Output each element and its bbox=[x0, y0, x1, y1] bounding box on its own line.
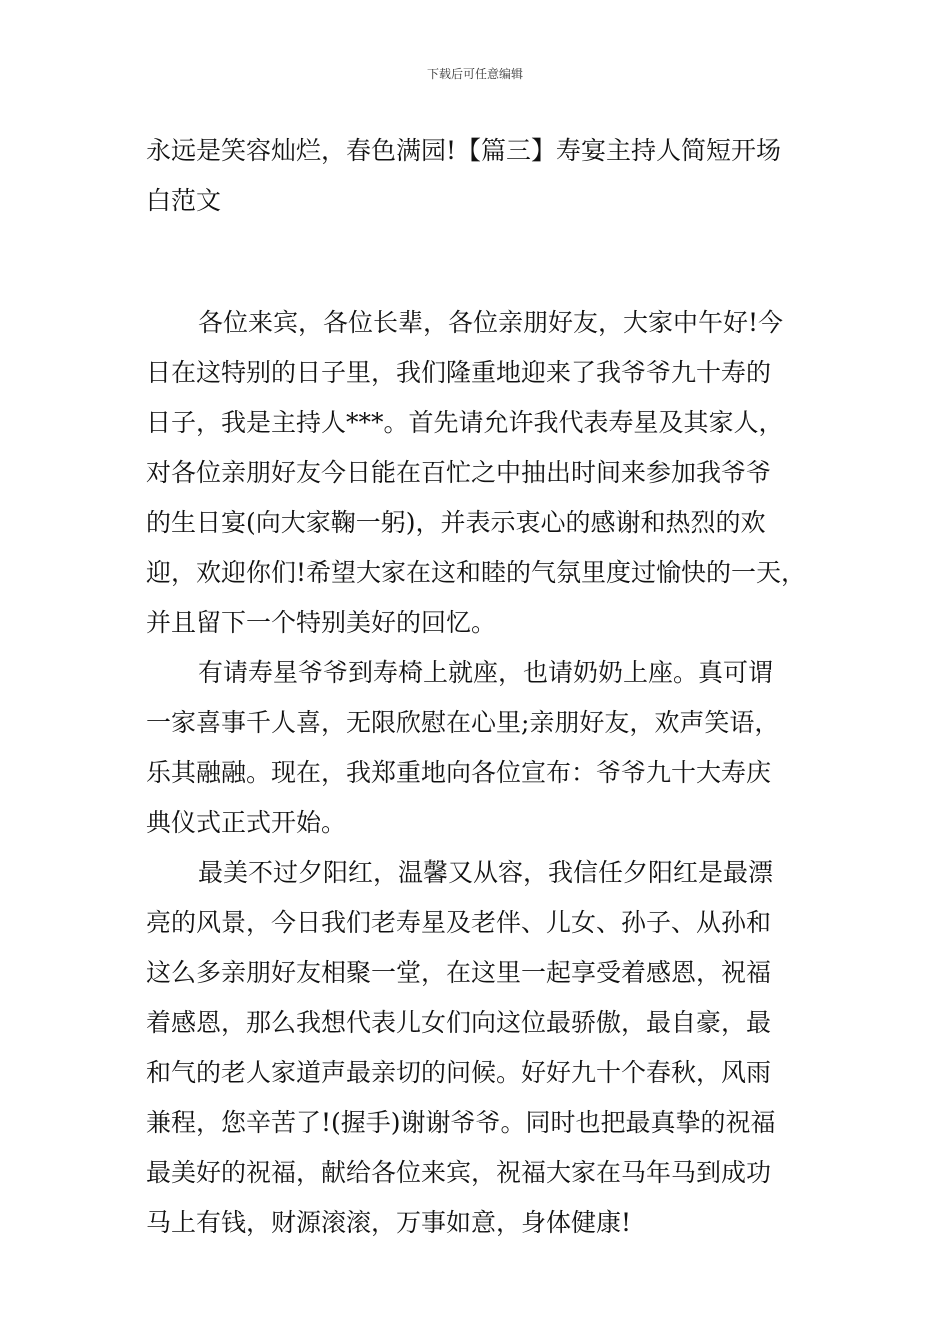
paragraph-2 bbox=[146, 648, 808, 848]
paragraph-line: 和气的老人家道声最亲切的问候。好好九十个春秋，风雨 bbox=[146, 1058, 772, 1087]
paragraph-line: 一家喜事千人喜，无限欣慰在心里;亲朋好友，欢声笑语， bbox=[146, 708, 780, 737]
paragraph-line: 日在这特别的日子里，我们隆重地迎来了我爷爷九十寿的 bbox=[146, 358, 772, 387]
paragraph-line: 兼程，您辛苦了!(握手)谢谢爷爷。同时也把最真挚的祝福 bbox=[146, 1108, 776, 1137]
paragraph-line: 典仪式正式开始。 bbox=[146, 808, 347, 837]
paragraph-line: 马上有钱，财源滚滚，万事如意，身体健康! bbox=[146, 1208, 632, 1237]
paragraph-line: 亮的风景，今日我们老寿星及老伴、儿女、孙子、从孙和 bbox=[146, 908, 772, 937]
paragraph-line: 乐其融融。现在，我郑重地向各位宣布：爷爷九十大寿庆 bbox=[146, 758, 772, 787]
paragraph-3 bbox=[146, 848, 808, 1248]
paragraph-line: 日子，我是主持人***。首先请允许我代表寿星及其家人， bbox=[146, 408, 784, 437]
paragraph-line: 的生日宴(向大家鞠一躬)，并表示衷心的感谢和热烈的欢 bbox=[146, 508, 766, 537]
paragraph-line: 各位来宾，各位长辈，各位亲朋好友，大家中午好!今 bbox=[198, 308, 784, 337]
paragraph-line: 着感恩，那么我想代表儿女们向这位最骄傲，最自豪，最 bbox=[146, 1008, 772, 1037]
paragraph-line: 迎，欢迎你们!希望大家在这和睦的气氛里度过愉快的一天， bbox=[146, 558, 807, 587]
paragraph-1 bbox=[146, 298, 808, 648]
paragraph-line: 最美好的祝福，献给各位来宾，祝福大家在马年马到成功 bbox=[146, 1158, 772, 1187]
paragraph-line: 最美不过夕阳红，温馨又从容，我信任夕阳红是最漂 bbox=[198, 858, 774, 887]
paragraph-line: 并且留下一个特别美好的回忆。 bbox=[146, 608, 497, 637]
document-body bbox=[146, 126, 808, 1248]
paragraph-line: 这么多亲朋好友相聚一堂，在这里一起享受着感恩，祝福 bbox=[146, 958, 772, 987]
intro-line: 白范文 bbox=[146, 186, 222, 215]
header-note: 下载后可任意编辑 bbox=[426, 67, 523, 81]
paragraph-line: 有请寿星爷爷到寿椅上就座，也请奶奶上座。真可谓 bbox=[198, 658, 774, 687]
spacer bbox=[146, 226, 808, 298]
intro-line: 永远是笑容灿烂，春色满园!【篇三】寿宴主持人简短开场 bbox=[146, 136, 782, 165]
paragraph-line: 对各位亲朋好友今日能在百忙之中抽出时间来参加我爷爷 bbox=[146, 458, 772, 487]
